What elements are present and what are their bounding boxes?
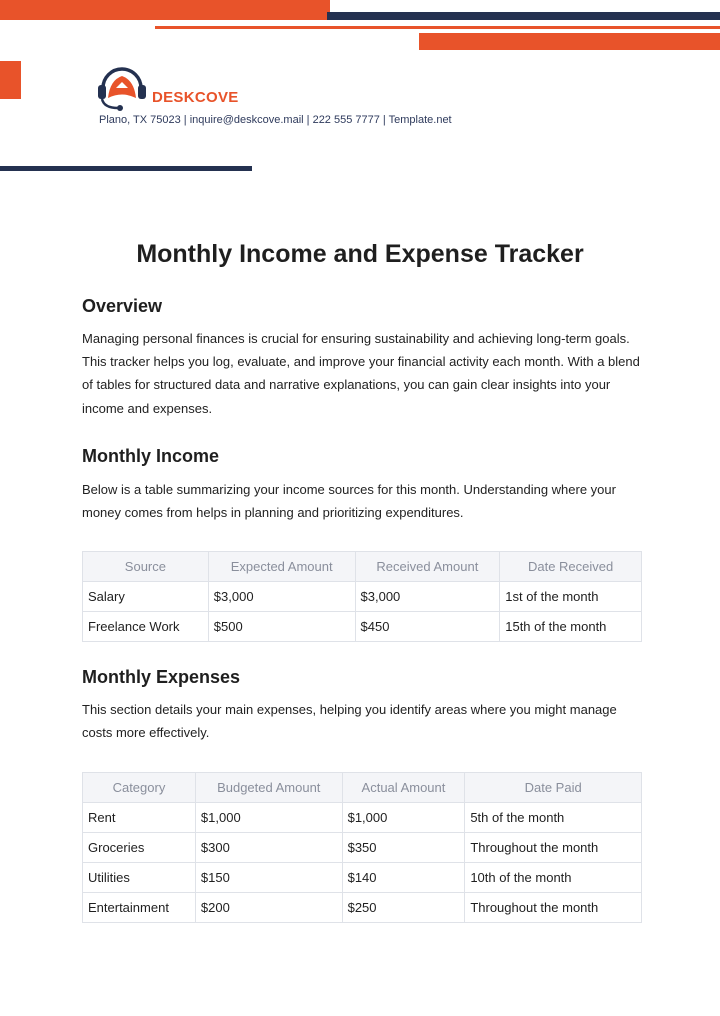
income-col-received: Received Amount [355,552,500,582]
top-right-orange-bar [419,33,720,50]
table-cell: $3,000 [355,582,500,612]
top-orange-thin-line [155,26,720,29]
table-cell: $200 [195,893,342,923]
income-col-expected: Expected Amount [208,552,355,582]
overview-heading: Overview [82,296,163,316]
table-row [83,612,642,642]
table-cell: $300 [195,833,342,863]
table-cell: Throughout the month [465,833,642,863]
expenses-table-header-row [83,773,642,803]
expenses-col-category: Category [83,773,196,803]
table-cell: Throughout the month [465,893,642,923]
table-row [83,582,642,612]
headset-logo-icon [96,58,148,112]
table-row [83,833,642,863]
expenses-table [82,772,642,923]
table-cell: $350 [342,833,465,863]
expenses-heading: Monthly Expenses [82,667,241,687]
overview-paragraph: Managing personal finances is crucial for ensuring sustainability and achieving long-term goals. This tracker helps you log, evaluate, and improve your financial activity each month. With a blend of tables for structured data and narrative explanations, you can gain clear insights into your income and expenses. [82,331,640,416]
header-divider [0,166,252,171]
table-cell: $450 [355,612,500,642]
income-table-header-row [83,552,642,582]
income-paragraph: Below is a table summarizing your income sources for this month. Understanding where your money comes from helps in planning and prioritizing expenditures. [82,482,616,521]
expenses-col-budgeted: Budgeted Amount [195,773,342,803]
table-cell: $140 [342,863,465,893]
expenses-col-date: Date Paid [465,773,642,803]
top-navy-bar [327,12,720,20]
table-cell: $1,000 [195,803,342,833]
top-orange-bar [0,0,330,20]
contact-line: Plano, TX 75023 | inquire@deskcove.mail | 222 555 7777 | Template.net [99,114,452,126]
table-cell: $250 [342,893,465,923]
table-cell: $500 [208,612,355,642]
table-cell: $150 [195,863,342,893]
table-cell: $3,000 [208,582,355,612]
brand-name: DESKCOVE [152,89,239,106]
table-row [83,893,642,923]
income-col-source: Source [83,552,209,582]
table-cell: Groceries [83,833,196,863]
table-cell: Utilities [83,863,196,893]
table-row [83,863,642,893]
table-cell: 5th of the month [465,803,642,833]
table-cell: 15th of the month [500,612,642,642]
table-cell: $1,000 [342,803,465,833]
income-col-date: Date Received [500,552,642,582]
table-cell: Rent [83,803,196,833]
income-table [82,551,642,642]
expenses-col-actual: Actual Amount [342,773,465,803]
income-heading: Monthly Income [82,446,220,466]
table-cell: Salary [83,582,209,612]
table-cell: 10th of the month [465,863,642,893]
table-row [83,803,642,833]
table-cell: Entertainment [83,893,196,923]
left-orange-block [0,61,21,99]
document-title: Monthly Income and Expense Tracker [136,240,584,268]
expenses-paragraph: This section details your main expenses, helping you identify areas where you might manage costs more effectively. [82,702,617,741]
table-cell: 1st of the month [500,582,642,612]
table-cell: Freelance Work [83,612,209,642]
